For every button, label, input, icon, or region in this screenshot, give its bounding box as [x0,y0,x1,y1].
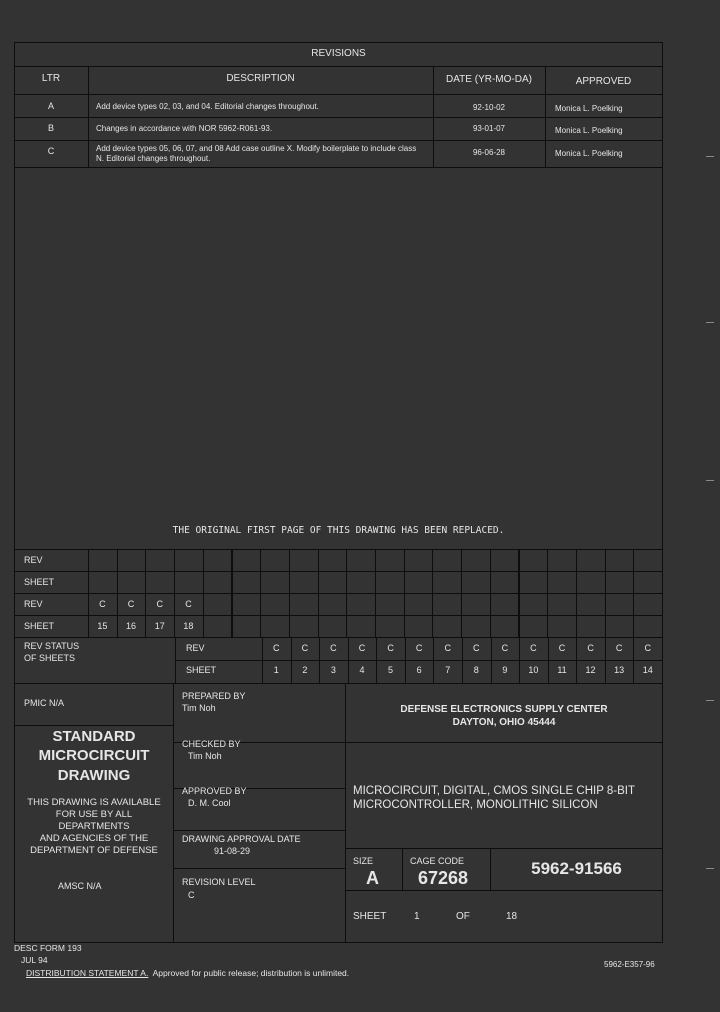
status-sheet-value: 8 [473,665,479,675]
drawing-number: 5962-91566 [531,859,622,878]
status-rev-value: C [473,643,480,653]
status-rev-value: C [530,643,537,653]
rev-approved: Monica L. Poelking [555,104,623,113]
grid-cell [576,571,606,594]
grid-cell [404,593,434,616]
grid-cell [117,549,147,572]
grid-cell [633,549,663,572]
status-rev-value: C [301,643,309,653]
rev-cell: C [185,599,192,609]
status-sheet-value: 3 [330,665,336,675]
grid-cell [490,593,520,616]
rev-description: Add device types 05, 06, 07, and 08 Add case outline X. Modify boilerplate to include class N. Editorial changes throughout. [96,144,417,163]
status-sheet-value: 10 [528,665,539,675]
grid-cell [404,571,434,594]
grid-row-label: SHEET [24,621,55,631]
status-sheet-value: 6 [416,665,422,675]
checked-box [173,742,346,789]
header-ltr: LTR [41,73,61,84]
rev-cell: C [156,599,163,609]
rev-date: 92-10-02 [472,103,506,112]
grid-cell [461,571,491,594]
grid-cell [174,549,204,572]
grid-cell [461,615,491,638]
std-title-3: DRAWING [57,767,131,784]
rev-ltr: B [47,123,54,133]
grid-cell [318,549,348,572]
grid-cell [605,549,635,572]
grid-cell [576,549,606,572]
grid-cell [203,593,233,616]
grid-cell [203,549,233,572]
grid-cell [605,615,635,638]
grid-cell [289,593,319,616]
grid-cell [490,571,520,594]
grid-cell [432,549,462,572]
grid-cell [318,593,348,616]
grid-cell [260,571,290,594]
approval-date-label: DRAWING APPROVAL DATE [182,834,301,844]
std-title-2: MICROCIRCUIT [38,747,150,764]
checked-label: CHECKED BY [182,739,241,749]
grid-cell [232,549,262,572]
status-sheet-value: 5 [388,665,394,675]
grid-cell [432,571,462,594]
grid-cell [260,615,290,638]
grid-cell [145,549,175,572]
form-number: DESC FORM 193 [14,943,82,953]
drawing-title-1: MICROCIRCUIT, DIGITAL, CMOS SINGLE CHIP 8-BIT [353,785,635,797]
grid-cell [346,615,376,638]
grid-cell [461,593,491,616]
avail-line: AND AGENCIES OF THE [39,833,149,844]
status-sheet-value: 4 [359,665,365,675]
sheet-total: 18 [506,911,518,922]
distribution-statement [26,968,349,978]
std-title-1: STANDARD [52,728,136,745]
sheet-number: 1 [414,911,420,922]
status-sheet-value: 7 [445,665,451,675]
margin-mark [706,868,714,869]
grid-cell [547,549,577,572]
grid-cell [519,615,549,638]
rev-approved: Monica L. Poelking [555,126,623,135]
prepared-label: PREPARED BY [182,691,246,701]
approved-value: D. M. Cool [188,798,231,808]
grid-cell [346,549,376,572]
grid-cell [605,593,635,616]
rev-description: Add device types 02, 03, and 04. Editorial changes throughout. [96,102,319,111]
distribution-text: Approved for public release; distribution is unlimited. [152,968,350,978]
grid-cell [519,549,549,572]
grid-cell [404,549,434,572]
rev-cell: C [127,599,135,609]
approval-date-value: 91-08-29 [214,846,251,856]
grid-cell [174,571,204,594]
grid-cell [318,571,348,594]
sheet-cell: 16 [126,621,137,631]
availability-text [14,797,174,857]
rev-cell: C [99,599,106,609]
grid-cell [88,571,118,594]
grid-cell [346,571,376,594]
rev-date: 93-01-07 [472,124,506,133]
checked-value: Tim Noh [188,751,222,761]
grid-cell [260,593,290,616]
size-value: A [366,868,379,888]
status-rev-value: C [501,643,509,653]
status-rev-value: C [587,643,594,653]
margin-mark [706,156,714,157]
status-rev-value: C [387,643,394,653]
header-description: DESCRIPTION [226,73,295,84]
status-rev-value: C [558,643,566,653]
status-sheet-value: 11 [557,665,567,675]
grid-cell [318,615,348,638]
grid-cell [346,593,376,616]
avail-line: DEPARTMENTS [58,821,130,832]
cage-label: CAGE CODE [410,856,465,866]
grid-cell [404,615,434,638]
grid-cell [633,615,663,638]
grid-cell [232,615,262,638]
header-approved: APPROVED [575,76,632,87]
grid-cell [633,593,663,616]
revision-label: REVISION LEVEL [182,877,256,887]
agency-address: DAYTON, OHIO 45444 [452,717,556,728]
avail-line: THIS DRAWING IS AVAILABLE [27,797,161,808]
grid-cell [519,593,549,616]
rev-status-label: OF SHEETS [24,653,76,663]
grid-cell [490,549,520,572]
avail-line: DEPARTMENT OF DEFENSE [30,845,158,856]
grid-cell [203,615,233,638]
replacement-notice: THE ORIGINAL FIRST PAGE OF THIS DRAWING HAS BEEN REPLACED. [172,525,505,536]
rev-date: 96-06-28 [472,148,506,157]
grid-cell [547,593,577,616]
status-sheet-value: 14 [642,665,653,675]
rev-ltr: A [47,101,54,111]
drawing-title-2: MICROCONTROLLER, MONOLITHIC SILICON [353,799,598,811]
cage-value: 67268 [418,868,469,888]
distribution-label: DISTRIBUTION STATEMENT A. [26,968,149,978]
status-rev-value: C [644,643,651,653]
revisions-title: REVISIONS [311,48,366,59]
status-sheet-value: 9 [502,665,508,675]
grid-cell [232,571,262,594]
grid-row-label: REV [24,555,43,565]
grid-cell [576,593,606,616]
grid-cell [605,571,635,594]
grid-cell [289,571,319,594]
row-divider [14,117,663,118]
grid-row-label: REV [24,599,43,609]
form-date: JUL 94 [21,955,48,965]
status-rev-value: C [444,643,451,653]
rev-ltr: C [47,146,55,156]
sheet-cell: 18 [183,621,194,631]
header-date: DATE (YR-MO-DA) [446,74,532,85]
grid-cell [375,615,405,638]
status-sheet-value: 12 [585,665,596,675]
row-divider [14,140,663,141]
margin-mark [706,322,714,323]
status-rev-value: C [330,643,337,653]
grid-cell [576,615,606,638]
status-rev-value: C [358,643,366,653]
grid-cell [203,571,233,594]
amsc-text: AMSC N/A [58,881,102,891]
revision-value: C [188,890,195,900]
sheet-cell: 15 [97,621,108,631]
grid-cell [519,571,549,594]
document-code: 5962-E357-96 [604,960,655,969]
sheet-box [345,890,663,943]
sheet-label: SHEET [353,911,387,922]
grid-row-label: SHEET [24,577,55,587]
grid-cell [375,593,405,616]
pmic-text: PMIC N/A [24,698,65,708]
status-rev-label: REV [186,643,205,653]
of-label: OF [456,911,470,922]
grid-cell [260,549,290,572]
status-sheet-label: SHEET [186,665,217,675]
grid-cell [117,571,147,594]
grid-cell [633,571,663,594]
rev-status-label: REV STATUS [24,641,80,651]
sheet-cell: 17 [154,621,165,631]
grid-cell [547,571,577,594]
status-sheet-value: 13 [614,665,625,675]
grid-cell [375,549,405,572]
grid-cell [88,549,118,572]
grid-cell [547,615,577,638]
grid-cell [145,571,175,594]
grid-cell [432,615,462,638]
size-label: SIZE [353,856,374,866]
grid-cell [289,549,319,572]
grid-cell [490,615,520,638]
approved-label: APPROVED BY [182,786,247,796]
rev-approved: Monica L. Poelking [555,149,623,158]
status-rev-value: C [273,643,280,653]
status-rev-value: C [615,643,623,653]
grid-cell [375,571,405,594]
grid-cell [232,593,262,616]
status-sheet-value: 1 [273,665,279,675]
status-sheet-value: 2 [302,665,308,675]
agency-name: DEFENSE ELECTRONICS SUPPLY CENTER [400,704,608,715]
grid-cell [289,615,319,638]
rev-description: Changes in accordance with NOR 5962-R061-93. [96,124,273,133]
status-rev-value: C [415,643,423,653]
margin-mark [706,700,714,701]
prepared-value: Tim Noh [182,703,216,713]
grid-cell [432,593,462,616]
avail-line: FOR USE BY ALL [55,809,133,820]
grid-cell [461,549,491,572]
margin-mark [706,480,714,481]
